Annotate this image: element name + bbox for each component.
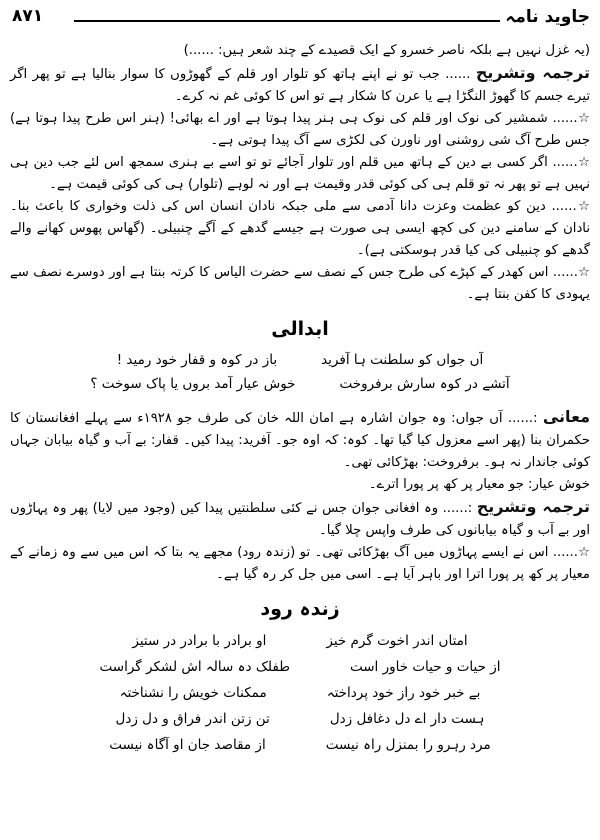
couplet bbox=[10, 372, 590, 396]
translation-text: :...... وہ افغانی جوان جس نے کئی سلطنتیں پیدا کیں (وجود میں لایا) پھر وہ پہاڑوں اور بے آب و گیاہ بیابانوں کی طرف واپس چلا گیا۔ bbox=[10, 501, 590, 538]
page-header bbox=[8, 6, 592, 32]
meanings-paragraph bbox=[10, 406, 590, 474]
translation-paragraph bbox=[10, 62, 590, 108]
verse-line: از حیات و حیات خاور است bbox=[349, 659, 501, 675]
explanation-paragraph: ☆...... دین کو عظمت وعزت دانا آدمی سے ملی جبکہ نادان انسان اس کی ذلت وخواری کا باعث بنا۔ نادان کے سامنے دین کی کچھ ایسی ہی صورت ہے جیسے گدھے کے آگے چنبیلی۔ (گھاس پھوس کھانے والے گدھے کو چنبیلی کی کیا قدر ہوسکتی ہے)۔ bbox=[10, 199, 590, 258]
couplet bbox=[10, 348, 590, 372]
verse-line: مرد رہرو را بمنزل راہ نیست bbox=[325, 737, 491, 753]
meanings-text: :...... آں جواں: وہ جوان اشارہ ہے امان اللہ خان کی طرف جو ۱۹۲۸ء سے پہلے افغانستان کا حکمران بنا (پھر اسے معزول کیا گیا تھا۔ کوہ: کہ اوہ جو۔ آفرید: پیدا کیں۔ قفار: بے آب و گیاہ بیابان جہاں کوئی جاندار نہ ہو۔ برفروخت: بھڑکائی تھی۔ bbox=[10, 411, 590, 470]
running-title: جاوید نامہ bbox=[505, 7, 590, 27]
couplets-block bbox=[10, 628, 590, 758]
translation-label: ترجمہ وتشریح bbox=[476, 497, 590, 516]
verse-line: آتشے در کوہ سارش برفروخت bbox=[339, 376, 510, 392]
verse-line: امتاں اندر اخوت گرم خیز bbox=[326, 633, 468, 649]
explanation-paragraph: ☆...... اس کھدر کے کپڑے کی طرح جس کے نصف سے حضرت الیاس کا کرتہ بنتا ہے اور دوسرے نصف سے یہودی کا کفن بنتا ہے۔ bbox=[10, 265, 590, 302]
explanation-paragraph: ☆...... اگر کسی بے دین کے ہاتھ میں قلم اور تلوار آجائے تو تو اسے بے ہنری سمجھ اس لئے جب دین ہی نہیں ہے تو پھر نہ تو قلم ہی کی کوئی قدر وقیمت ہے اور نہ لوہے (تلوار) ہی کی کوئی قیمت ہے۔ bbox=[10, 155, 590, 192]
couplets-block bbox=[10, 348, 590, 396]
couplet bbox=[10, 732, 590, 758]
verse-line: بے خبر خود راز خود پرداختہ bbox=[326, 685, 481, 701]
translation-text: ...... جب تو نے اپنے ہاتھ کو تلوار اور قلم کے گھوڑوں کا سوار بنالیا ہے تو پھر اگر تیرے جسم کا گھوڑ النگڑا ہے یا عرن کا شکار ہے تو اس کا کوئی غم نہ کرے۔ bbox=[10, 67, 590, 104]
section-heading: ابدالی bbox=[271, 318, 329, 340]
verse-line: تن زتن اندر فراق و دل زدل bbox=[115, 711, 270, 727]
verse-line: ہست دار اے دل دغافل زدل bbox=[329, 711, 485, 727]
verse-line: از مقاصد جان او آگاہ نیست bbox=[109, 737, 266, 753]
page-content bbox=[10, 40, 590, 768]
section-heading: زندہ رود bbox=[260, 598, 340, 620]
translation-label: ترجمہ وتشریح bbox=[475, 63, 590, 82]
verse-line: او برادر با برادر در ستیز bbox=[132, 633, 267, 649]
verse-line: ممکنات خویش را نشناختہ bbox=[119, 685, 267, 701]
explanation-paragraph: ☆...... اس نے ایسے پہاڑوں میں آگ بھڑکائی تھی۔ تو (زندہ رود) مجھے یہ بتا کہ اس میں سے وہ زمانے کے معیار پر کھ پر پورا اترا اور باہر آیا ہے۔ اسی میں جل کر رہ گیا ہے۔ bbox=[10, 545, 590, 582]
explanation-paragraph: ☆...... شمشیر کی نوک اور قلم کی نوک ہی ہنر پیدا ہوتا ہے اور اے بھائی! (ہنر اس طرح پیدا ہوتا ہے) جس طرح آگ شی روشنی اور ناورن کی لکڑی سے آگ پیدا ہوتی ہے۔ bbox=[10, 111, 590, 148]
verse-line: آں جواں کو سلطنت ہا آفرید bbox=[321, 352, 484, 368]
intro-note: (یہ غزل نہیں ہے بلکہ ناصر خسرو کے ایک قصیدے کے چند شعر ہیں: ......) bbox=[183, 43, 590, 58]
header-rule bbox=[74, 20, 500, 22]
verse-line: طفلک دہ سالہ اش لشکر گراست bbox=[99, 659, 290, 675]
couplet bbox=[10, 628, 590, 654]
translation-paragraph bbox=[10, 496, 590, 542]
verse-line: خوش عیار آمد بروں یا پاک سوخت ؟ bbox=[90, 376, 296, 392]
verse-line: باز در کوہ و قفار خود رمید ! bbox=[116, 352, 278, 368]
couplet bbox=[10, 654, 590, 680]
couplet bbox=[10, 680, 590, 706]
couplet bbox=[10, 706, 590, 732]
page-number: ۸۷۱ bbox=[12, 6, 44, 26]
meanings-paragraph: خوش عیار: جو معیار پر کھ پر پورا اترے۔ bbox=[368, 477, 590, 492]
meanings-label: معانی bbox=[542, 407, 590, 426]
